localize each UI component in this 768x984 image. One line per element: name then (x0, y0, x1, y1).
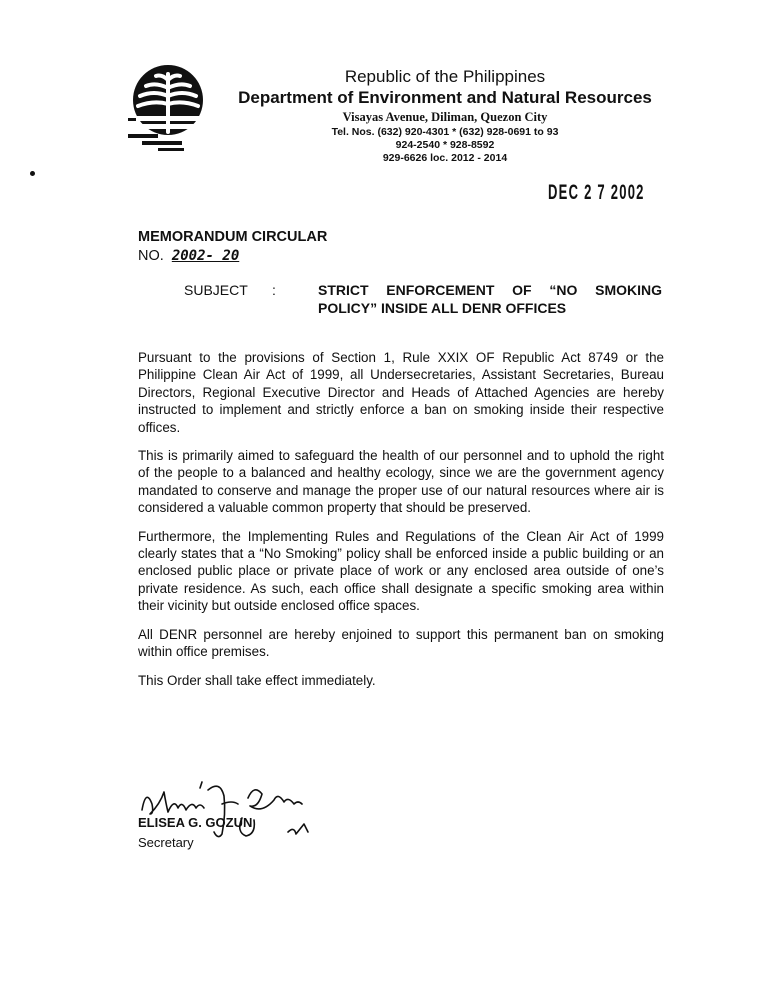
signatory-name: ELISEA G. GOZUN (138, 815, 253, 830)
subject-text: STRICT ENFORCEMENT OF “NO SMOKING POLICY” INSIDE ALL DENR OFFICES (318, 282, 662, 316)
memo-number (138, 248, 239, 264)
memo-body (138, 349, 664, 700)
paragraph: This is primarily aimed to safeguard the health of our personnel and to uphold the right of the people to a balanced and healthy ecology, since we are the government agency mandated to conserve and manage the proper use of our natural resources where air is considered a valuable common property that should be preserved. (138, 448, 664, 516)
date-stamp: DEC 2 7 2002 (548, 181, 645, 204)
paragraph: Furthermore, the Implementing Rules and Regulations of the Clean Air Act of 1999 clearly states that a “No Smoking” policy shall be enforced inside a public building or an enclosed public place or private place of work or any enclosed area outside of one’s private residence. As such, each office shall designate a specific smoking area within their vicinity but outside enclosed office spaces. (138, 528, 664, 614)
memo-number-value: 2002- 20 (171, 248, 240, 264)
department-name: Department of Environment and Natural Resources (238, 88, 652, 107)
subject-label: SUBJECT (184, 282, 248, 298)
tel-line-3: 929-6626 loc. 2012 - 2014 (382, 152, 508, 164)
tel-line-1: Tel. Nos. (632) 920-4301 * (632) 928-0691 to 93 (331, 126, 559, 138)
paragraph: This Order shall take effect immediately. (138, 672, 376, 688)
memo-title: MEMORANDUM CIRCULAR (138, 229, 328, 245)
agency-name: Republic of the Philippines (344, 67, 546, 86)
office-address: Visayas Avenue, Diliman, Quezon City (342, 110, 548, 124)
paragraph: All DENR personnel are hereby enjoined to support this permanent ban on smoking within office premises. (138, 626, 664, 660)
paragraph: Pursuant to the provisions of Section 1, Rule XXIX OF Republic Act 8749 or the Philippine Clean Air Act of 1999, all Undersecretaries, Assistant Secretaries, Bureau Directors, Regional Executive Director and Heads of Attached Agencies are hereby instructed to implement and strictly enforce a ban on smoking inside their respective offices. (138, 350, 664, 435)
handwritten-signature (138, 774, 318, 844)
page-speck (30, 171, 35, 176)
memo-number-label: NO. (138, 248, 164, 264)
tel-line-2: 924-2540 * 928-8592 (395, 139, 495, 151)
subject-colon: : (272, 282, 276, 298)
signatory-title: Secretary (138, 835, 194, 850)
